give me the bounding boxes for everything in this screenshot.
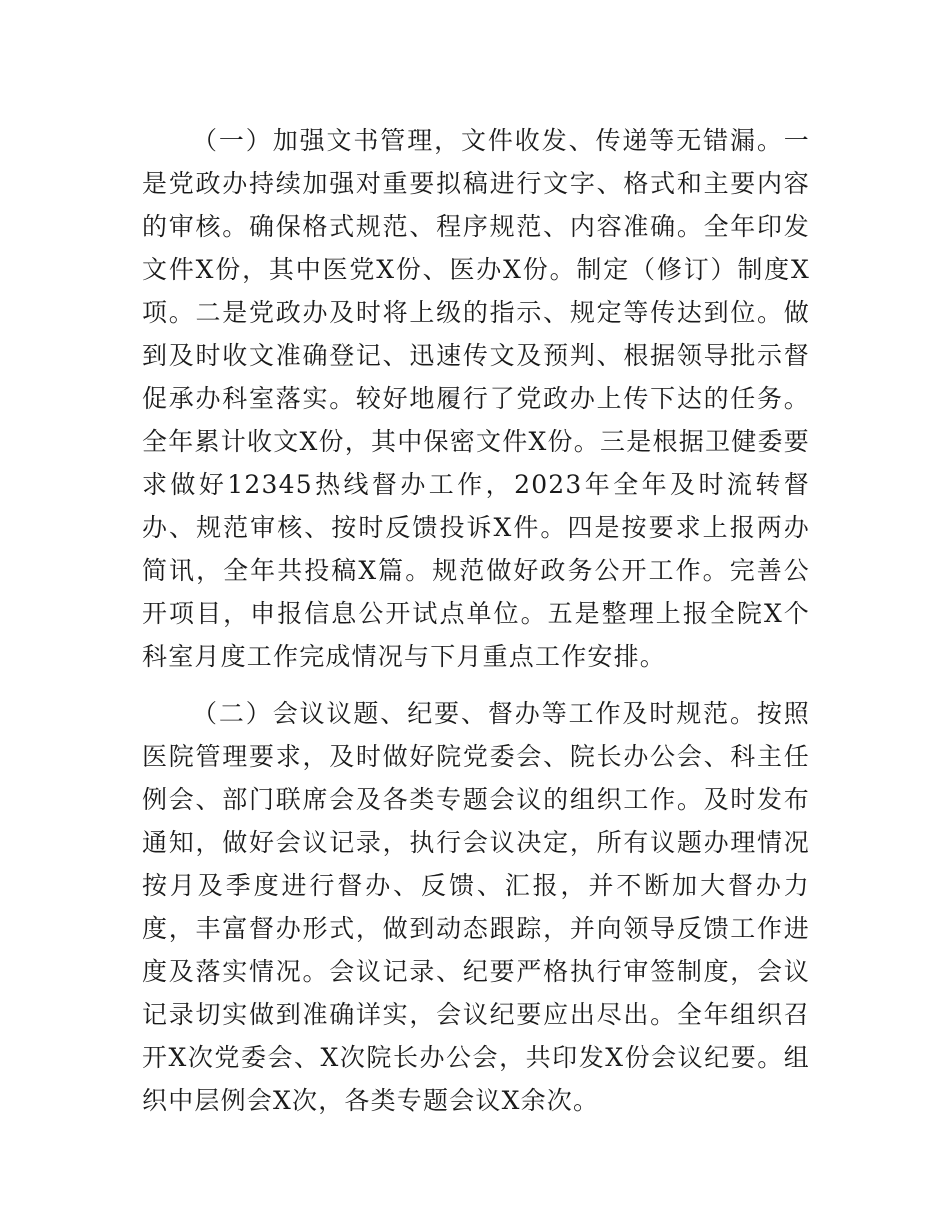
paragraph-document-processing: （一）加强文书管理，文件收发、传递等无错漏。一是党政办持续加强对重要拟稿进行文字、格式和主要内容的审核。确保格式规范、程序规范、内容准确。全年印发文件X份，其中医党X份、医办X份。制定（修订）制度X项。二是党政办及时将上级的指示、规定等传达到位。做到及时收文准确登记、迅速传文及预判、根据领导批示督促承办科室落实。较好地履行了党政办上传下达的任务。全年累计收文X份，其中保密文件X份。三是根据卫健委要求做好12345热线督办工作，2023年全年及时流转督办、规范审核、按时反馈投诉X件。四是按要求上报两办简讯，全年共投稿X篇。规范做好政务公开工作。完善公开项目，申报信息公开试点单位。五是整理上报全院X个科室月度工作完成情况与下月重点工作安排。 <box>142 126 810 671</box>
document-body <box>142 119 810 1136</box>
paragraph-meeting-management: （二）会议议题、纪要、督办等工作及时规范。按照医院管理要求，及时做好院党委会、院长办公会、科主任例会、部门联席会及各类专题会议的组织工作。及时发布通知，做好会议记录，执行会议决定，所有议题办理情况按月及季度进行督办、反馈、汇报，并不断加大督办力度，丰富督办形式，做到动态跟踪，并向领导反馈工作进度及落实情况。会议记录、纪要严格执行审签制度，会议记录切实做到准确详实，会议纪要应出尽出。全年组织召开X次党委会、X次院长办公会，共印发X份会议纪要。组织中层例会X次，各类专题会议X余次。 <box>142 699 810 1115</box>
